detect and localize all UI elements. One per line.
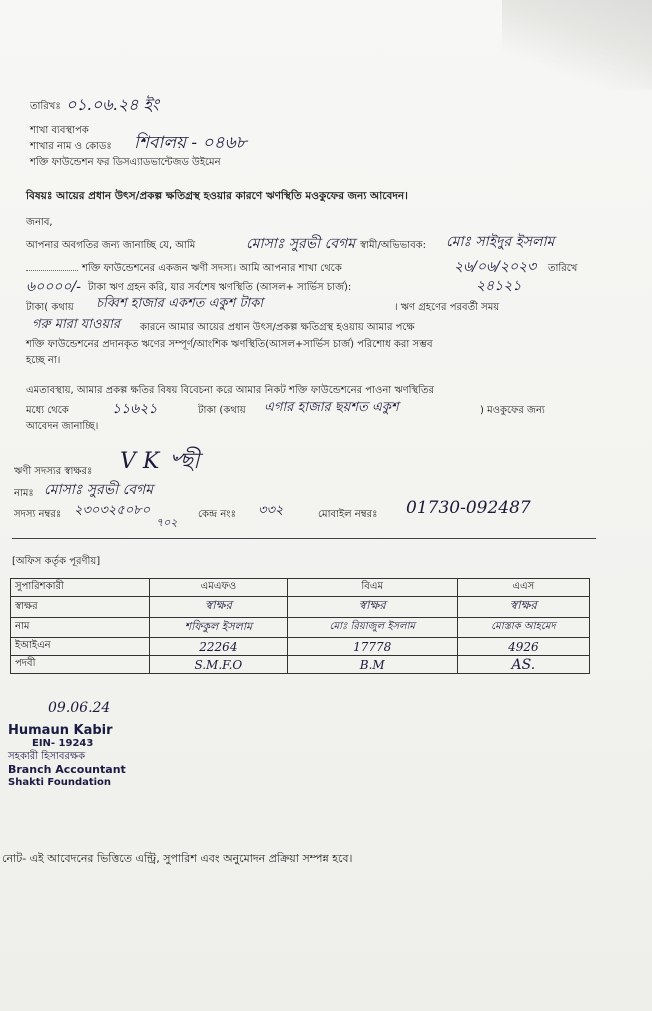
header-cell: এমএফও xyxy=(150,579,288,597)
salutation: জনাব, xyxy=(26,217,53,228)
bm-designation: B.M xyxy=(359,657,385,672)
signature-cell xyxy=(457,597,589,618)
p2-e: আবেদন জানাচ্ছি। xyxy=(26,421,99,432)
balance-words: চব্বিশ হাজার একশত একুশ টাকা xyxy=(96,296,264,311)
designation-cell xyxy=(457,656,589,674)
mobile-value: 01730-092487 xyxy=(406,498,531,518)
designation-cell xyxy=(287,656,457,674)
header-cell: এএস xyxy=(457,579,589,597)
manager-label: শাখা ব্যবস্থাপক xyxy=(30,125,89,136)
mobile-label: মোবাইল নম্বরঃ xyxy=(318,509,378,520)
table-row xyxy=(11,638,590,656)
p2-d: ) মওকুফের জন্য xyxy=(480,405,545,416)
footer-note: নোট- এই আবেদনের ভিত্তিতে এন্ট্রি, সুপারিশ এবং অনুমোদন প্রক্রিয়া সম্পন্ন হবে। xyxy=(2,852,353,865)
ein-cell xyxy=(150,638,288,656)
p1-f: টাকা( কথায় xyxy=(26,302,74,313)
bm-signature: স্বাক্ষর xyxy=(358,598,386,612)
branch-value: শিবালয় - ০৪৬৮ xyxy=(134,133,247,153)
as-signature: স্বাক্ষর xyxy=(509,598,537,612)
branch-label: শাখার নাম ও কোডঃ xyxy=(30,141,112,152)
date-value: ০১.০৬.২৪ ইং xyxy=(66,95,159,114)
row-label: পদবী xyxy=(11,656,150,674)
stamp-name: Humaun Kabir xyxy=(8,723,113,738)
date-label: তারিখঃ xyxy=(30,101,61,112)
recommendation-table xyxy=(10,578,590,674)
office-title: [অফিস কর্তৃক পূরণীয়] xyxy=(12,556,101,567)
signature-cell xyxy=(150,597,288,618)
paper-corner-shadow xyxy=(502,0,652,90)
member-signature: V K ৺ছী xyxy=(120,449,200,474)
row-label: ইআইএন xyxy=(11,638,150,656)
loan-date: ২৬/০৬/২০২৩ xyxy=(454,259,537,275)
header-cell: বিএম xyxy=(287,579,457,597)
mfo-signature: স্বাক্ষর xyxy=(204,598,232,612)
stamp-role-en: Branch Accountant xyxy=(8,763,126,776)
ein-cell xyxy=(457,638,589,656)
member-sig-label: ঋণী সদস্যর স্বাক্ষরঃ xyxy=(14,466,93,477)
org-line: শক্তি ফাউন্ডেশন ফর ডিসএ্যাডভান্টেজড উইমেন xyxy=(30,157,221,168)
balance-amount: ২৪১২১ xyxy=(476,278,522,294)
stamp-ein: EIN- 19243 xyxy=(32,738,94,749)
header-cell: সুপারিশকারী xyxy=(11,579,150,597)
guardian-name: মোঃ সাইদুর ইসলাম xyxy=(446,234,555,250)
p1-d: তারিখে xyxy=(548,263,578,274)
as-ein: 4926 xyxy=(508,639,539,654)
accountant-stamp xyxy=(8,724,198,789)
as-name: মোস্তাক আহমেদ xyxy=(491,621,556,632)
name-cell xyxy=(150,618,288,638)
ein-cell xyxy=(287,638,457,656)
p1-b: স্বামী/অভিভাবক: xyxy=(360,240,427,251)
row-label: নাম xyxy=(11,618,150,638)
member-name-value: মোসাঃ সুরভী বেগম xyxy=(44,482,153,498)
stamp-role-bn: সহকারী হিসাবরক্ষক xyxy=(8,751,86,762)
member-no-label: সদস্য নম্বরঃ xyxy=(14,509,62,520)
table-row xyxy=(11,618,590,638)
center-value: ৩৩২ xyxy=(258,503,284,518)
p1-e: টাকা ঋণ গ্রহন করি, যার সর্বশেষ ঋণস্থিতি (আসল+ সার্ভিস চার্জ): xyxy=(88,282,352,293)
name-cell xyxy=(287,618,457,638)
center-label: কেন্দ্র নংঃ xyxy=(198,509,236,520)
borrower-name: মোসাঃ সুরভী বেগম xyxy=(246,236,355,252)
name-cell xyxy=(457,618,589,638)
member-no-value2: ৭০২ xyxy=(156,516,178,529)
table-row xyxy=(11,656,590,674)
p2-b: মধ্যে থেকে xyxy=(26,405,69,416)
row-label: স্বাক্ষর xyxy=(11,597,150,618)
designation-cell xyxy=(150,656,288,674)
p1-g: । ঋণ গ্রহণের পরবর্তী সময় xyxy=(394,302,500,313)
stamp-date: 09.06.24 xyxy=(48,700,111,716)
mfo-ein: 22264 xyxy=(199,639,238,654)
p2-c: টাকা (কথায় xyxy=(198,405,246,416)
subject-line: বিষয়ঃ আয়ের প্রধান উৎস/প্রকল্প ক্ষতিগ্রস্থ হওয়ার কারণে ঋণস্থিতি মওকুফের জন্য আবেদন। xyxy=(26,190,408,202)
p2-a: এমতাবস্থায়, আমার প্রকল্প ক্ষতির বিষয় বিবেচনা করে আমার নিকট শক্তি ফাউন্ডেশনের পাওনা ঋণস্থিতির xyxy=(26,385,435,396)
cause-text: গরু মারা যাওয়ার xyxy=(32,317,121,332)
table-header-row xyxy=(11,579,590,597)
loan-amount: ৬০০০০/- xyxy=(26,279,81,295)
signature-cell xyxy=(287,597,457,618)
p1-h: কারনে আমার আয়ের প্রধান উৎস/প্রকল্প ক্ষতিগ্রস্থ হওয়ায় আমার পক্ষে xyxy=(140,322,415,333)
stamp-org: Shakti Foundation xyxy=(8,777,112,788)
bm-ein: 17778 xyxy=(353,639,392,654)
p1-c: শক্তি ফাউন্ডেশনের একজন ঋণী সদস্য। আমি আপনার শাখা থেকে xyxy=(82,263,342,274)
p1-a: আপনার অবগতির জন্য জানাচ্ছি যে, আমি xyxy=(26,240,196,251)
member-name-label: নামঃ xyxy=(14,488,34,499)
table-row xyxy=(11,597,590,618)
as-designation: AS. xyxy=(511,656,536,673)
waive-amount: ১১৬২১ xyxy=(112,401,158,417)
member-no-value: ২৩০৩২৫০৮০ xyxy=(74,503,151,518)
section-divider xyxy=(12,538,596,539)
bm-name: মোঃ রিয়াজুল ইসলাম xyxy=(329,621,415,632)
p1-j: হচ্ছে না। xyxy=(26,355,61,366)
waive-words: এগার হাজার ছয়শত একুশ xyxy=(264,400,399,415)
p1-i: শক্তি ফাউন্ডেশনের প্রদানকৃত ঋণের সম্পূর্ণ/আংশিক ঋণস্থিতি(আসল+সার্ভিস চার্জ) পরিশোধ করা সম্ভব xyxy=(26,339,433,350)
mfo-designation: S.M.F.O xyxy=(194,657,243,672)
mfo-name: শফিকুল ইসলাম xyxy=(184,620,253,633)
